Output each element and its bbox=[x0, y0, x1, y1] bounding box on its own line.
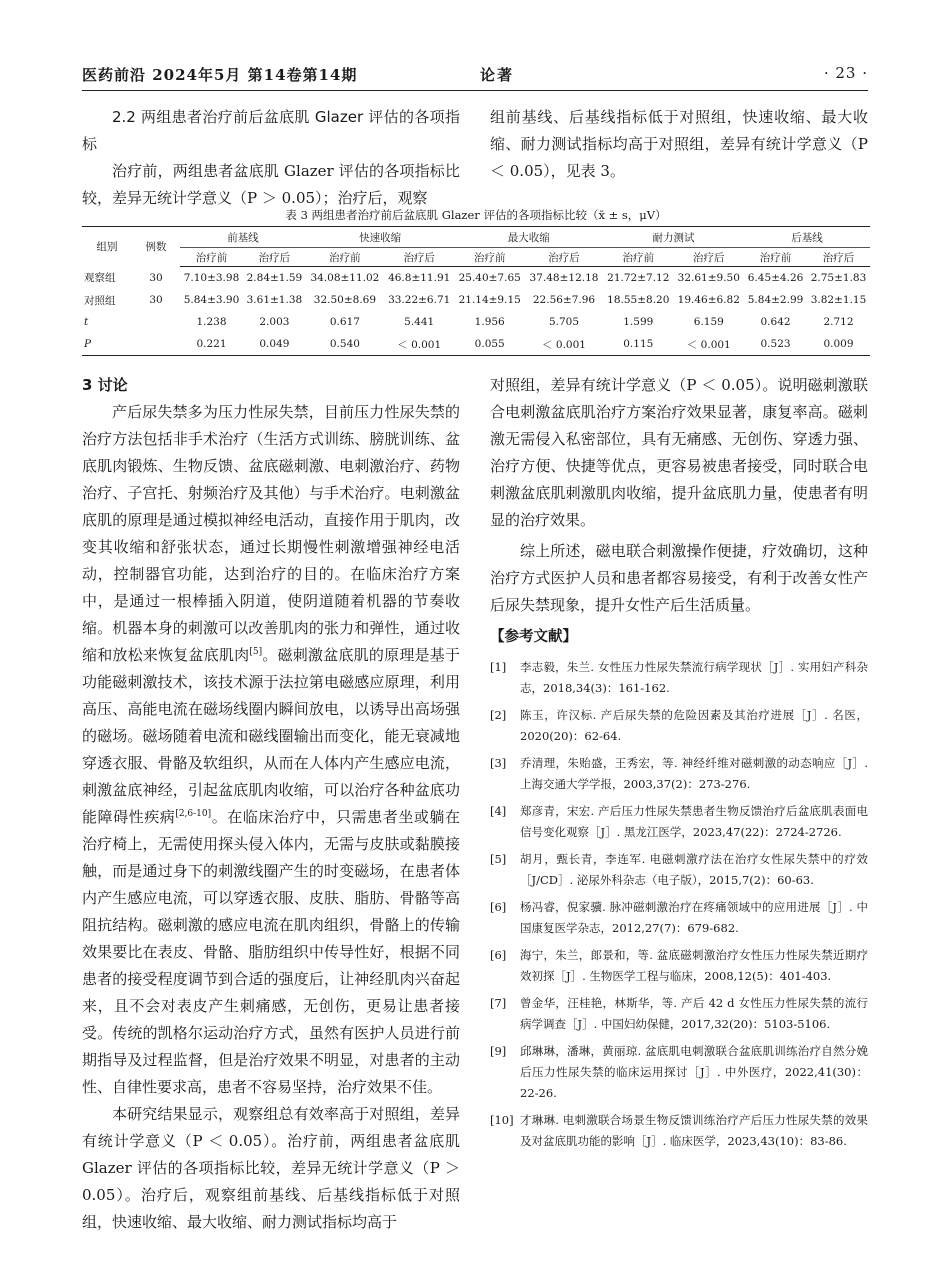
table-cell: ＜ 0.001 bbox=[525, 333, 603, 356]
reference-item bbox=[490, 705, 868, 747]
row-label: P bbox=[82, 333, 132, 356]
col-subheader: 治疗前 bbox=[306, 248, 384, 267]
row-label: 观察组 bbox=[84, 272, 116, 285]
reference-text: 杨冯睿，倪家骥. 脉冲磁刺激治疗在疼痛领域中的应用进展［J］. 中国康复医学杂志，2012,27(7)：679-682. bbox=[520, 900, 868, 935]
data-table bbox=[82, 226, 870, 356]
col-group-header: 前基线 bbox=[180, 227, 306, 248]
row-label: 对照组 bbox=[84, 294, 116, 307]
table-row bbox=[82, 333, 870, 356]
table-row bbox=[82, 311, 870, 333]
discussion-right bbox=[490, 372, 868, 619]
table-cell: 19.46±6.82 bbox=[677, 294, 740, 306]
discussion-left bbox=[82, 372, 460, 1236]
reference-item bbox=[490, 993, 868, 1035]
table-cell: 33.22±6.71 bbox=[388, 294, 451, 306]
table-cell: 2.712 bbox=[823, 316, 854, 328]
table-cell: 0.115 bbox=[603, 333, 674, 356]
reference-number: [7] bbox=[490, 996, 507, 1010]
table-cell: 3.82±1.15 bbox=[810, 294, 867, 306]
table-cell: 7.10±3.98 bbox=[183, 272, 240, 284]
reference-item bbox=[490, 753, 868, 795]
reference-item bbox=[490, 897, 868, 939]
reference-text: 郑彦青，宋宏. 产后压力性尿失禁患者生物反馈治疗后盆底肌表面电信号变化观察［J］. 黑龙江医学，2023,47(22)：2724-2726. bbox=[520, 804, 868, 839]
reference-item bbox=[490, 1041, 868, 1104]
reference-number: [10] bbox=[490, 1113, 514, 1127]
table-row bbox=[82, 267, 870, 290]
reference-text: 邱琳琳，潘琳，黄丽琼. 盆底肌电刺激联合盆底肌训练治疗自然分娩后压力性尿失禁的临床运用探讨［J］. 中外医疗，2022,41(30)：22-26. bbox=[520, 1044, 868, 1100]
reference-item bbox=[490, 945, 868, 987]
col-subheader: 治疗后 bbox=[807, 248, 870, 267]
discussion-paragraph-2-cont: 对照组，差异有统计学意义（P ＜ 0.05）。说明磁刺激联合电刺激盆底肌治疗方案治疗效果显著，康复率高。磁刺激无需侵入私密部位，具有无痛感、无创伤、穿透力强、治疗方便、快捷等优点，更容易被患者接受，同时联合电刺激盆底肌刺激肌肉收缩，提升盆底肌力量，使患者有明显的治疗效果。 bbox=[490, 376, 868, 529]
reference-item bbox=[490, 801, 868, 843]
col-group-header: 最大收缩 bbox=[454, 227, 603, 248]
table-cell: 21.14±9.15 bbox=[458, 294, 521, 306]
citation: [5] bbox=[249, 647, 263, 657]
reference-text: 曾金华，汪桂艳，林斯华，等. 产后 42 d 女性压力性尿失禁的流行病学调查［J］. 中国妇幼保健，2017,32(20)：5103-5106. bbox=[520, 996, 868, 1031]
reference-item bbox=[490, 1110, 868, 1152]
reference-text: 才琳琳. 电刺激联合场景生物反馈训练治疗产后压力性尿失禁的效果及对盆底肌功能的影响［J］. 临床医学，2023,43(10)：83-86. bbox=[520, 1113, 868, 1148]
table-cell: 0.523 bbox=[744, 333, 807, 356]
col-group-header: 耐力测试 bbox=[603, 227, 744, 248]
discussion-paragraph-3: 综上所述，磁电联合刺激操作便捷，疗效确切，这种治疗方式医护人员和患者都容易接受，有利于改善女性产后尿失禁现象，提升女性产后生活质量。 bbox=[490, 542, 868, 614]
reference-text: 乔清理，朱贻盛，王秀宏，等. 神经纤维对磁刺激的动态响应［J］. 上海交通大学学报，2003,37(2)：273-276. bbox=[520, 756, 868, 791]
section-2-2-paragraph-cont: 组前基线、后基线指标低于对照组，快速收缩、最大收缩、耐力测试指标均高于对照组，差异有统计学意义（P ＜ 0.05），见表 3。 bbox=[490, 108, 868, 180]
reference-text: 海宁，朱兰，郎景和，等. 盆底磁刺激治疗女性压力性尿失禁近期疗效初探［J］. 生物医学工程与临床，2008,12(5)：401-403. bbox=[520, 948, 868, 983]
col-subheader: 治疗前 bbox=[454, 248, 525, 267]
table-cell: 22.56±7.96 bbox=[532, 294, 596, 306]
table-cell: 34.08±11.02 bbox=[310, 272, 380, 284]
citation: [2,6-10] bbox=[175, 809, 212, 819]
reference-number: [5] bbox=[490, 852, 507, 866]
table-cell: 3.61±1.38 bbox=[246, 294, 303, 306]
table-cell: 18.55±8.20 bbox=[607, 294, 670, 306]
table-cell: 2.75±1.83 bbox=[810, 272, 867, 284]
col-subheader: 治疗后 bbox=[525, 248, 603, 267]
col-subheader: 治疗后 bbox=[674, 248, 745, 267]
table-cell: 0.540 bbox=[306, 333, 384, 356]
table-cell: 1.599 bbox=[623, 316, 654, 328]
section-2-2-title: 2.2 两组患者治疗前后盆底肌 Glazer 评估的各项指标 bbox=[82, 108, 460, 153]
table-cell: 21.72±7.12 bbox=[607, 272, 670, 284]
col-group-header: 快速收缩 bbox=[306, 227, 455, 248]
table-cell: 2.84±1.59 bbox=[246, 272, 303, 284]
paragraph-text: 产后尿失禁多为压力性尿失禁，目前压力性尿失禁的治疗方法包括非手术治疗（生活方式训练、膀胱训练、盆底肌肉锻炼、生物反馈、盆底磁刺激、电刺激治疗、药物治疗、子宫托、射频治疗及其他）与手术治疗。电刺激盆底肌的原理是通过模拟神经电活动，直接作用于肌肉，改变其收缩和舒张状态，通过长期慢性刺激增强神经电活动，控制器官功能，达到治疗的目的。在临床治疗方案中，是通过一根棒插入阴道，使阴道随着机器的节奏收缩。机器本身的刺激可以改善肌肉的张力和弹性，通过收缩和放松来恢复盆底肌肉 bbox=[82, 403, 460, 664]
reference-text: 胡月，甄长青，李连军. 电磁刺激疗法在治疗女性尿失禁中的疗效［J/CD］. 泌尿外科杂志（电子版），2015,7(2)：60-63. bbox=[520, 852, 868, 887]
reference-number: [4] bbox=[490, 804, 507, 818]
paragraph-text: 。在临床治疗中，只需患者坐或躺在治疗椅上，无需使用探头侵入体内，无需与皮肤或黏膜接触，而是通过身下的刺激线圈产生的时变磁场，在患者体内产生感应电流，可以穿透衣服、皮肤、脂肪、骨骼等高阻抗结构。磁刺激的感应电流在肌肉组织，骨骼上的传输效果要比在表皮、骨骼、脂肪组织中传导性好，根据不同患者的接受程度调节到合适的强度后，让神经肌肉兴奋起来，且不会对表皮产生刺痛感，无创伤，更易让患者接受。传统的凯格尔运动治疗方式，虽然有医护人员进行前期指导及过程监督，但是治疗效果不明显，对患者的主动性、自律性要求高，患者不容易坚持，治疗效果不佳。 bbox=[82, 808, 460, 1096]
table-cell: 0.055 bbox=[454, 333, 525, 356]
reference-number: [1] bbox=[490, 660, 507, 674]
section-2-2-left bbox=[82, 104, 460, 212]
row-n bbox=[132, 333, 180, 356]
reference-number: [9] bbox=[490, 1044, 507, 1058]
reference-list bbox=[490, 657, 868, 1152]
table-cell: 25.40±7.65 bbox=[458, 272, 521, 284]
reference-item bbox=[490, 657, 868, 699]
table-cell: 5.84±2.99 bbox=[747, 294, 804, 306]
col-header-group: 组别 bbox=[82, 227, 132, 267]
table-cell: 0.221 bbox=[180, 333, 243, 356]
table-cell: 32.50±8.69 bbox=[313, 294, 377, 306]
table-cell: 2.003 bbox=[259, 316, 290, 328]
col-group-header: 后基线 bbox=[744, 227, 870, 248]
paragraph-text: 。磁刺激盆底肌的原理是基于功能磁刺激技术，该技术源于法拉第电磁感应原理，利用高压、高能电流在磁场线圈内瞬间放电，以诱导出高场强的磁场。磁场随着电流和磁线圈输出而变化，能无衰减地穿透衣服、骨骼及软组织，从而在人体内产生感应电流，刺激盆底神经，引起盆底肌肉收缩，可以治疗各种盆底功能障碍性疾病 bbox=[82, 646, 460, 826]
col-header-n: 例数 bbox=[132, 227, 180, 267]
table-cell: 1.238 bbox=[196, 316, 227, 328]
references-title: 【参考文献】 bbox=[490, 629, 577, 645]
col-subheader: 治疗后 bbox=[384, 248, 455, 267]
reference-text: 陈玉，许汉标. 产后尿失禁的危险因素及其治疗进展［J］. 名医，2020(20)：62-64. bbox=[520, 708, 868, 743]
col-subheader: 治疗后 bbox=[243, 248, 306, 267]
table-cell: 6.45±4.26 bbox=[747, 272, 804, 284]
section-2-2-paragraph: 治疗前，两组患者盆底肌 Glazer 评估的各项指标比较，差异无统计学意义（P ＞ 0.05）；治疗后，观察 bbox=[82, 162, 460, 207]
page-number: · 23 · bbox=[823, 64, 868, 82]
table-cell: ＜ 0.001 bbox=[674, 333, 745, 356]
table-cell: 6.159 bbox=[693, 316, 724, 328]
col-subheader: 治疗前 bbox=[603, 248, 674, 267]
reference-number: [2] bbox=[490, 708, 507, 722]
section-label: 论著 bbox=[480, 66, 515, 84]
row-n bbox=[132, 311, 180, 333]
references-section bbox=[490, 627, 868, 1158]
table-cell: 1.956 bbox=[474, 316, 505, 328]
running-header bbox=[82, 60, 868, 91]
col-subheader: 治疗前 bbox=[744, 248, 807, 267]
reference-number: [3] bbox=[490, 756, 507, 770]
section-2-2-right bbox=[490, 104, 868, 185]
table-cell: 0.049 bbox=[243, 333, 306, 356]
table-cell: 0.642 bbox=[760, 316, 791, 328]
discussion-heading: 3 讨论 bbox=[82, 376, 128, 394]
table-cell: 5.441 bbox=[404, 316, 435, 328]
row-label: t bbox=[84, 316, 89, 328]
table-caption: 表 3 两组患者治疗前后盆底肌 Glazer 评估的各项指标比较（x̄ ± s，μV） bbox=[285, 208, 667, 222]
table-cell: 5.84±3.90 bbox=[183, 294, 240, 306]
discussion-paragraph-2: 本研究结果显示，观察组总有效率高于对照组，差异有统计学意义（P ＜ 0.05）。治疗前，两组患者盆底肌 Glazer 评估的各项指标比较，差异无统计学意义（P ＞ 0.05）。治疗后，观察组前基线、后基线指标低于对照组，快速收缩、最大收缩、耐力测试指标均高于 bbox=[82, 1105, 460, 1231]
discussion-paragraph-1 bbox=[82, 399, 460, 1101]
journal-info: 医药前沿 2024年5月 第14卷第14期 bbox=[82, 66, 358, 84]
reference-number: [6] bbox=[490, 948, 507, 962]
table-cell: 46.8±11.91 bbox=[388, 272, 451, 284]
col-subheader: 治疗前 bbox=[180, 248, 243, 267]
table-row bbox=[82, 289, 870, 311]
row-n: 30 bbox=[149, 294, 163, 306]
table-cell: 32.61±9.50 bbox=[677, 272, 740, 284]
table-cell: ＜ 0.001 bbox=[384, 333, 455, 356]
reference-item bbox=[490, 849, 868, 891]
reference-number: [6] bbox=[490, 900, 507, 914]
table-cell: 0.009 bbox=[807, 333, 870, 356]
table-cell: 37.48±12.18 bbox=[529, 272, 599, 284]
table-cell: 0.617 bbox=[329, 316, 360, 328]
row-n: 30 bbox=[149, 271, 163, 284]
reference-text: 李志毅，朱兰. 女性压力性尿失禁流行病学现状［J］. 实用妇产科杂志，2018,34(3)：161-162. bbox=[520, 660, 868, 695]
table-cell: 5.705 bbox=[548, 316, 580, 328]
